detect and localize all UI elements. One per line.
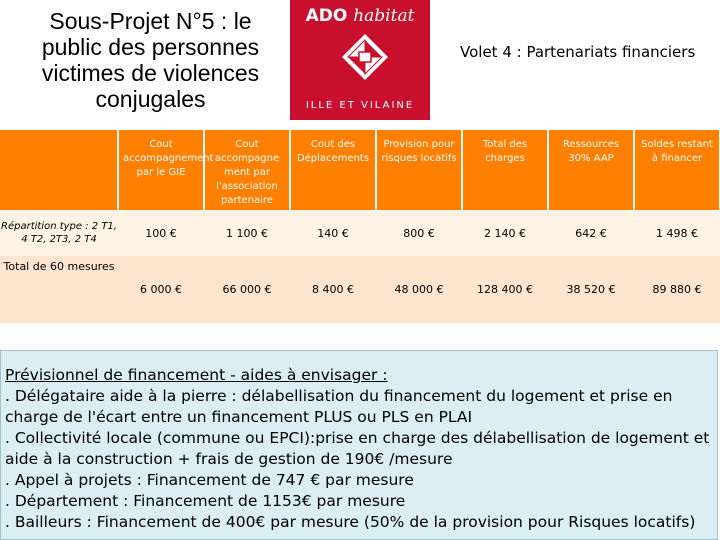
table-cell: 48 000 €	[376, 256, 462, 323]
title-line: Sous-Projet N°5 : le	[49, 8, 252, 34]
funding-panel	[0, 350, 718, 540]
table-header-cell: Cout accompagne ment par l'association partenaire	[204, 130, 290, 210]
table-cell: 642 €	[548, 210, 634, 256]
logo-brand	[290, 6, 430, 26]
table-cell: 1 498 €	[634, 210, 720, 256]
table-cell: 8 400 €	[290, 256, 376, 323]
financing-table	[0, 130, 720, 323]
table-header-cell: Cout des Déplacements	[290, 130, 376, 210]
funding-text	[5, 365, 713, 533]
table-header-row	[0, 130, 720, 210]
table-row	[0, 256, 720, 323]
table-header-cell: Provision pour risques locatifs	[376, 130, 462, 210]
table-header-empty	[0, 130, 118, 210]
funding-line: . Département : Financement de 1153€ par mesure	[5, 492, 406, 510]
title-line: conjugales	[95, 86, 206, 112]
table-header-cell: Total des charges	[462, 130, 548, 210]
table-header-cell: Ressources 30% AAP	[548, 130, 634, 210]
table-cell: 1 100 €	[204, 210, 290, 256]
row-label-text: Répartition type : 2 T1, 4 T2, 2T3, 2 T4	[1, 221, 117, 245]
table-cell: 6 000 €	[118, 256, 204, 323]
table-cell: 89 880 €	[634, 256, 720, 323]
table-cell: 2 140 €	[462, 210, 548, 256]
funding-line: . Bailleurs : Financement de 400€ par mesure (50% de la provision pour Risques locatifs)	[5, 513, 696, 531]
table-header-cell: Cout accompagnement par le GIE	[118, 130, 204, 210]
page-title	[8, 8, 293, 112]
table-cell: 800 €	[376, 210, 462, 256]
logo-region: ILLE ET VILAINE	[305, 100, 415, 111]
row-label: Total de 60 mesures	[0, 256, 118, 323]
table-cell: 140 €	[290, 210, 376, 256]
table-cell: 128 400 €	[462, 256, 548, 323]
table-row	[0, 210, 720, 256]
table-cell: 100 €	[118, 210, 204, 256]
volet-heading: Volet 4 : Partenariats financiers	[460, 43, 696, 61]
ado-habitat-logo	[290, 0, 430, 120]
title-line: public des personnes	[41, 34, 260, 60]
title-line: victimes de violences	[41, 60, 260, 86]
funding-heading: Prévisionnel de financement - aides à envisager :	[5, 366, 388, 384]
funding-line: . Appel à projets : Financement de 747 € par mesure	[5, 471, 414, 489]
table-cell: 38 520 €	[548, 256, 634, 323]
logo-brand-name: ADO	[305, 6, 348, 26]
table-header-cell: Soldes restant à financer	[634, 130, 720, 210]
funding-line: . Collectivité locale (commune ou EPCI):prise en charge des délabellisation de logement et aide à la construction + frais de gestion de 190€ /mesure	[5, 429, 710, 468]
row-label	[0, 210, 118, 256]
logo-brand-suffix: habitat	[353, 6, 415, 26]
table-cell: 66 000 €	[204, 256, 290, 323]
funding-line: . Délégataire aide à la pierre : délabellisation du financement du logement et prise en charge de l'écart entre un financement PLUS ou PLS en PLAI	[5, 387, 673, 426]
house-diamond-icon	[340, 32, 390, 82]
